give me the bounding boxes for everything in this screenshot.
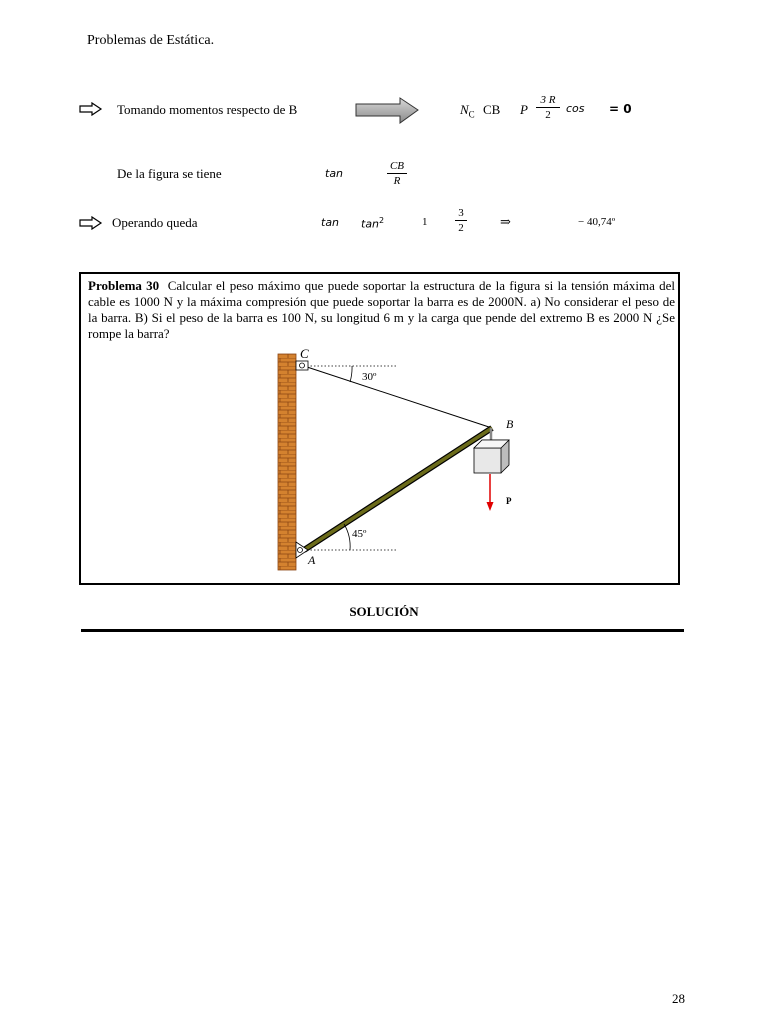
cb-symbol: CB (483, 102, 501, 117)
problem-text: Calcular el peso máximo que puede soportar la estructura de la figura si la tensión máxima del cable es 1000 N y la máxima compresión que puede soportar la barra es de 2000N. a) No considerar el peso de la barra. B) Si el peso de la barra es 100 N, su longitud 6 m y la carga que pende del extremo B es 2000 N ¿Se rompe la barra? (88, 278, 675, 341)
equals-zero: = 0 (609, 102, 632, 116)
brick-wall (278, 354, 296, 570)
label-angle-45: 45º (352, 528, 367, 540)
label-p: P (506, 496, 512, 506)
cos-symbol: cos (566, 102, 585, 115)
page-number: 28 (672, 991, 685, 1006)
problem-label: Problema 30 (88, 278, 160, 293)
structure-figure (260, 342, 530, 574)
tan-symbol: tan (325, 167, 344, 180)
solution-heading: SOLUCIÓN (349, 604, 419, 619)
step2-text: De la figura se tiene (117, 166, 222, 181)
tan-squared-symbol: $\tan^2$ (361, 216, 385, 231)
fraction-3-over-2: 3 2 (455, 207, 467, 234)
angle-arc-45 (344, 524, 350, 550)
load-box (474, 448, 501, 473)
divider (81, 629, 684, 632)
fraction-cb-over-r: CB R (387, 160, 407, 187)
nc-symbol: $N_C$ (460, 102, 475, 120)
big-arrow-icon (354, 96, 420, 126)
label-c: C (300, 346, 309, 361)
bar-ab (304, 428, 492, 550)
step1-text: Tomando momentos respecto de B (117, 102, 298, 117)
result-value: − 40,74º (578, 216, 616, 228)
label-angle-30: 30º (362, 371, 377, 383)
label-b: B (506, 417, 514, 431)
one-symbol: 1 (422, 216, 428, 228)
p-symbol: P (520, 102, 528, 117)
cable-cb (304, 366, 492, 428)
tan-symbol: tan (321, 216, 340, 229)
angle-arc-30 (350, 366, 352, 382)
step3-text: Operando queda (112, 215, 198, 230)
label-a: A (308, 553, 316, 567)
problem-statement (88, 278, 675, 342)
fraction-3r-over-2: 3 R 2 (536, 94, 560, 121)
right-arrow-icon (79, 102, 103, 116)
right-arrow-icon (79, 216, 103, 230)
implies-symbol: ⇒ (500, 214, 511, 229)
page-header: Problemas de Estática. (87, 33, 215, 48)
